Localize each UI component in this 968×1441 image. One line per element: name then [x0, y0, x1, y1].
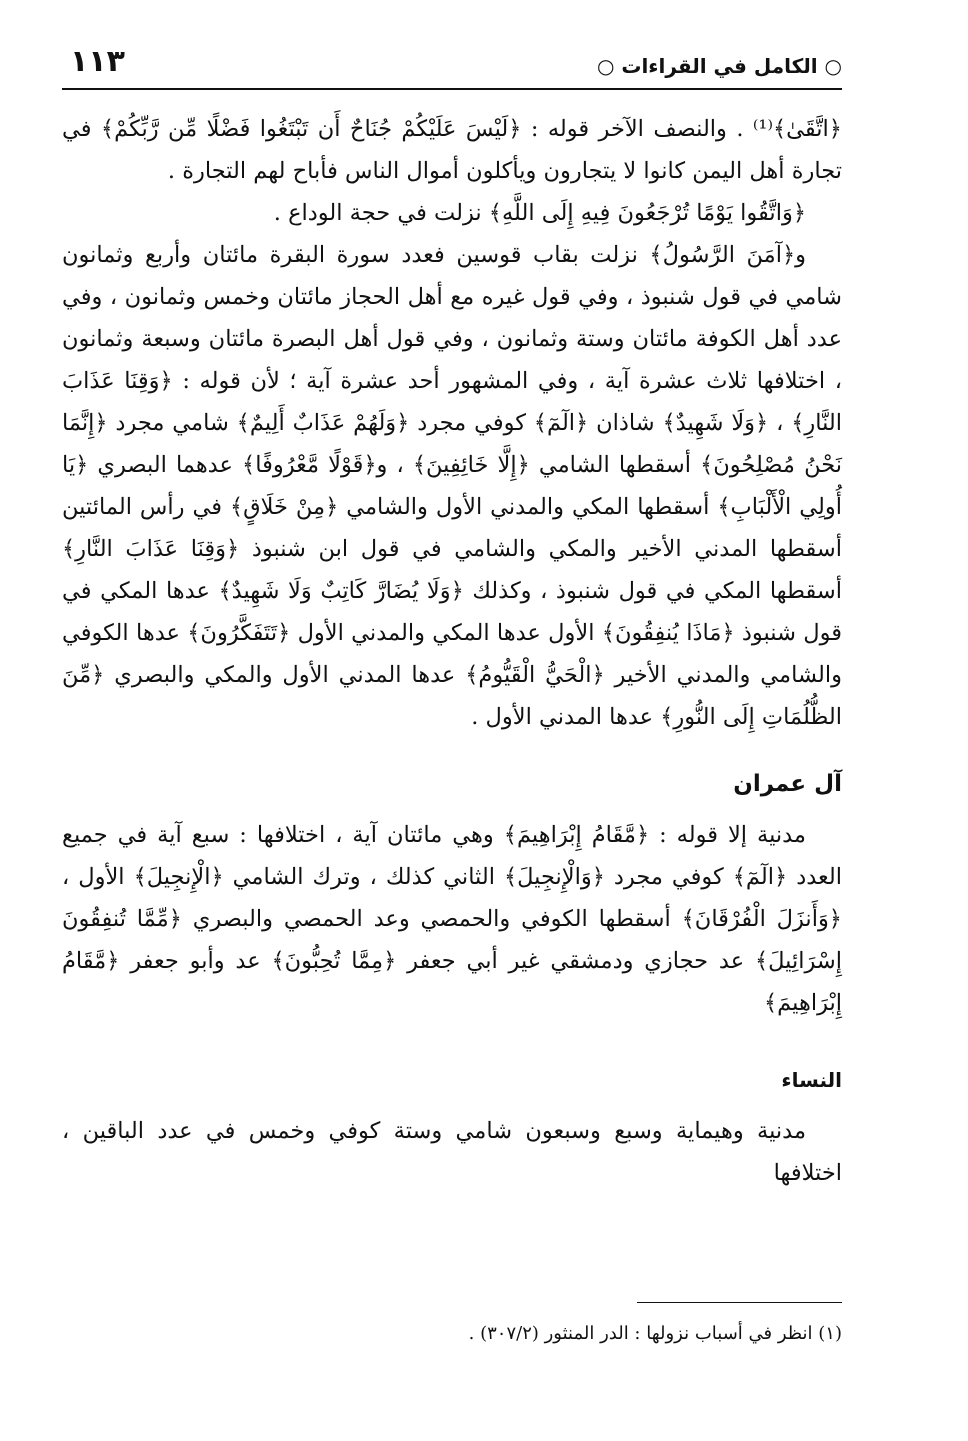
footnote-divider	[637, 1302, 842, 1303]
paragraph-baqara-1: ﴿اتَّقَىٰ﴾⁽¹⁾ . والنصف الآخر قوله : ﴿لَيْسَ عَلَيْكُمْ جُنَاحٌ أَن تَبْتَغُوا فَضْلًا مِّن رَّبِّكُمْ﴾ في تجارة أهل اليمن كانوا لا يتجارون ويأكلون أموال الناس فأباح لهم التجارة .	[62, 116, 842, 184]
footnote: (١) انظر في أسباب نزولها : الدر المنثور (٣٠٧/٢) .	[468, 1323, 842, 1344]
paragraph-baqara-2: ﴿وَاتَّقُوا يَوْمًا تُرْجَعُونَ فِيهِ إِلَى اللَّهِ﴾ نزلت في حجة الوداع .	[273, 200, 806, 226]
running-header	[62, 40, 842, 90]
section-heading-al-imran: آل عمران	[733, 771, 842, 797]
book-page	[62, 40, 842, 1420]
paragraph-nisa: مدنية وهيماية وسبع وسبعون شامي وستة كوفي وخمس في عدد الباقين ، اختلافها	[62, 1118, 842, 1186]
paragraph-al-imran: مدنية إلا قوله : ﴿مَّقَامُ إِبْرَاهِيمَ﴾ وهي مائتان آية ، اختلافها : سبع آية في جميع العدد ﴿الٓمٓ﴾ كوفي مجرد ﴿وَالْإِنجِيلَ﴾ الثاني كذلك ، وترك الشامي ﴿الْإِنجِيلَ﴾ الأول ، ﴿وَأَنزَلَ الْفُرْقَانَ﴾ أسقطها الكوفي والحمصي وعد الحمصي والبصري ﴿مِّمَّا تُنفِقُونَ إِسْرَائِيلَ﴾ عد حجازي ودمشقي غير أبي جعفر ﴿مِمَّا تُحِبُّونَ﴾ عد وأبو جعفر ﴿مَّقَامُ إِبْرَاهِيمَ﴾	[62, 822, 842, 1016]
running-title: ○ الكامل في القراءات ○	[596, 54, 842, 78]
page-number: ١١٣	[70, 44, 125, 79]
paragraph-baqara-3: و﴿آمَنَ الرَّسُولُ﴾ نزلت بقاب قوسين فعدد سورة البقرة مائتان وأربع وثمانون شامي في قول شنبوذ ، وفي قول غيره مع أهل الحجاز مائتان وخمس وثمانون ، وفي عدد أهل الكوفة مائتان وستة وثمانون ، وفي قول أهل البصرة مائتان وسبعة وثمانون ، اختلافها ثلاث عشرة آية ، وفي المشهور أحد عشرة آية ؛ لأن قوله : ﴿وَقِنَا عَذَابَ النَّارِ﴾ ، ﴿وَلَا شَهِيدٌ﴾ شاذان ﴿الٓمٓ﴾ كوفي مجرد ﴿وَلَهُمْ عَذَابٌ أَلِيمٌ﴾ شامي مجرد ﴿إِنَّمَا نَحْنُ مُصْلِحُونَ﴾ أسقطها الشامي ﴿إِلَّا خَائِفِينَ﴾ ، و﴿قَوْلًا مَّعْرُوفًا﴾ عدهما البصري ﴿يَا أُولِي الْأَلْبَابِ﴾ أسقطها المكي والمدني الأول والشامي ﴿مِنْ خَلَاقٍ﴾ في رأس المائتين أسقطها المدني الأخير والمكي والشامي في قول ابن شنبوذ ﴿وَقِنَا عَذَابَ النَّارِ﴾ أسقطها المكي في قول شنبوذ ، وكذلك ﴿وَلَا يُضَارَّ كَاتِبٌ وَلَا شَهِيدٌ﴾ عدها المكي في قول شنبوذ ﴿مَاذَا يُنفِقُونَ﴾ الأول عدها المكي والمدني الأول ﴿تَتَفَكَّرُونَ﴾ عدها الكوفي والشامي والمدني الأخير ﴿الْحَيُّ الْقَيُّومُ﴾ عدها المدني الأول والمكي والبصري ﴿مِّنَ الظُّلُمَاتِ إِلَى النُّورِ﴾ عدها المدني الأول .	[62, 242, 842, 730]
section-heading-nisa: النساء	[781, 1068, 842, 1092]
main-text	[62, 108, 842, 1194]
